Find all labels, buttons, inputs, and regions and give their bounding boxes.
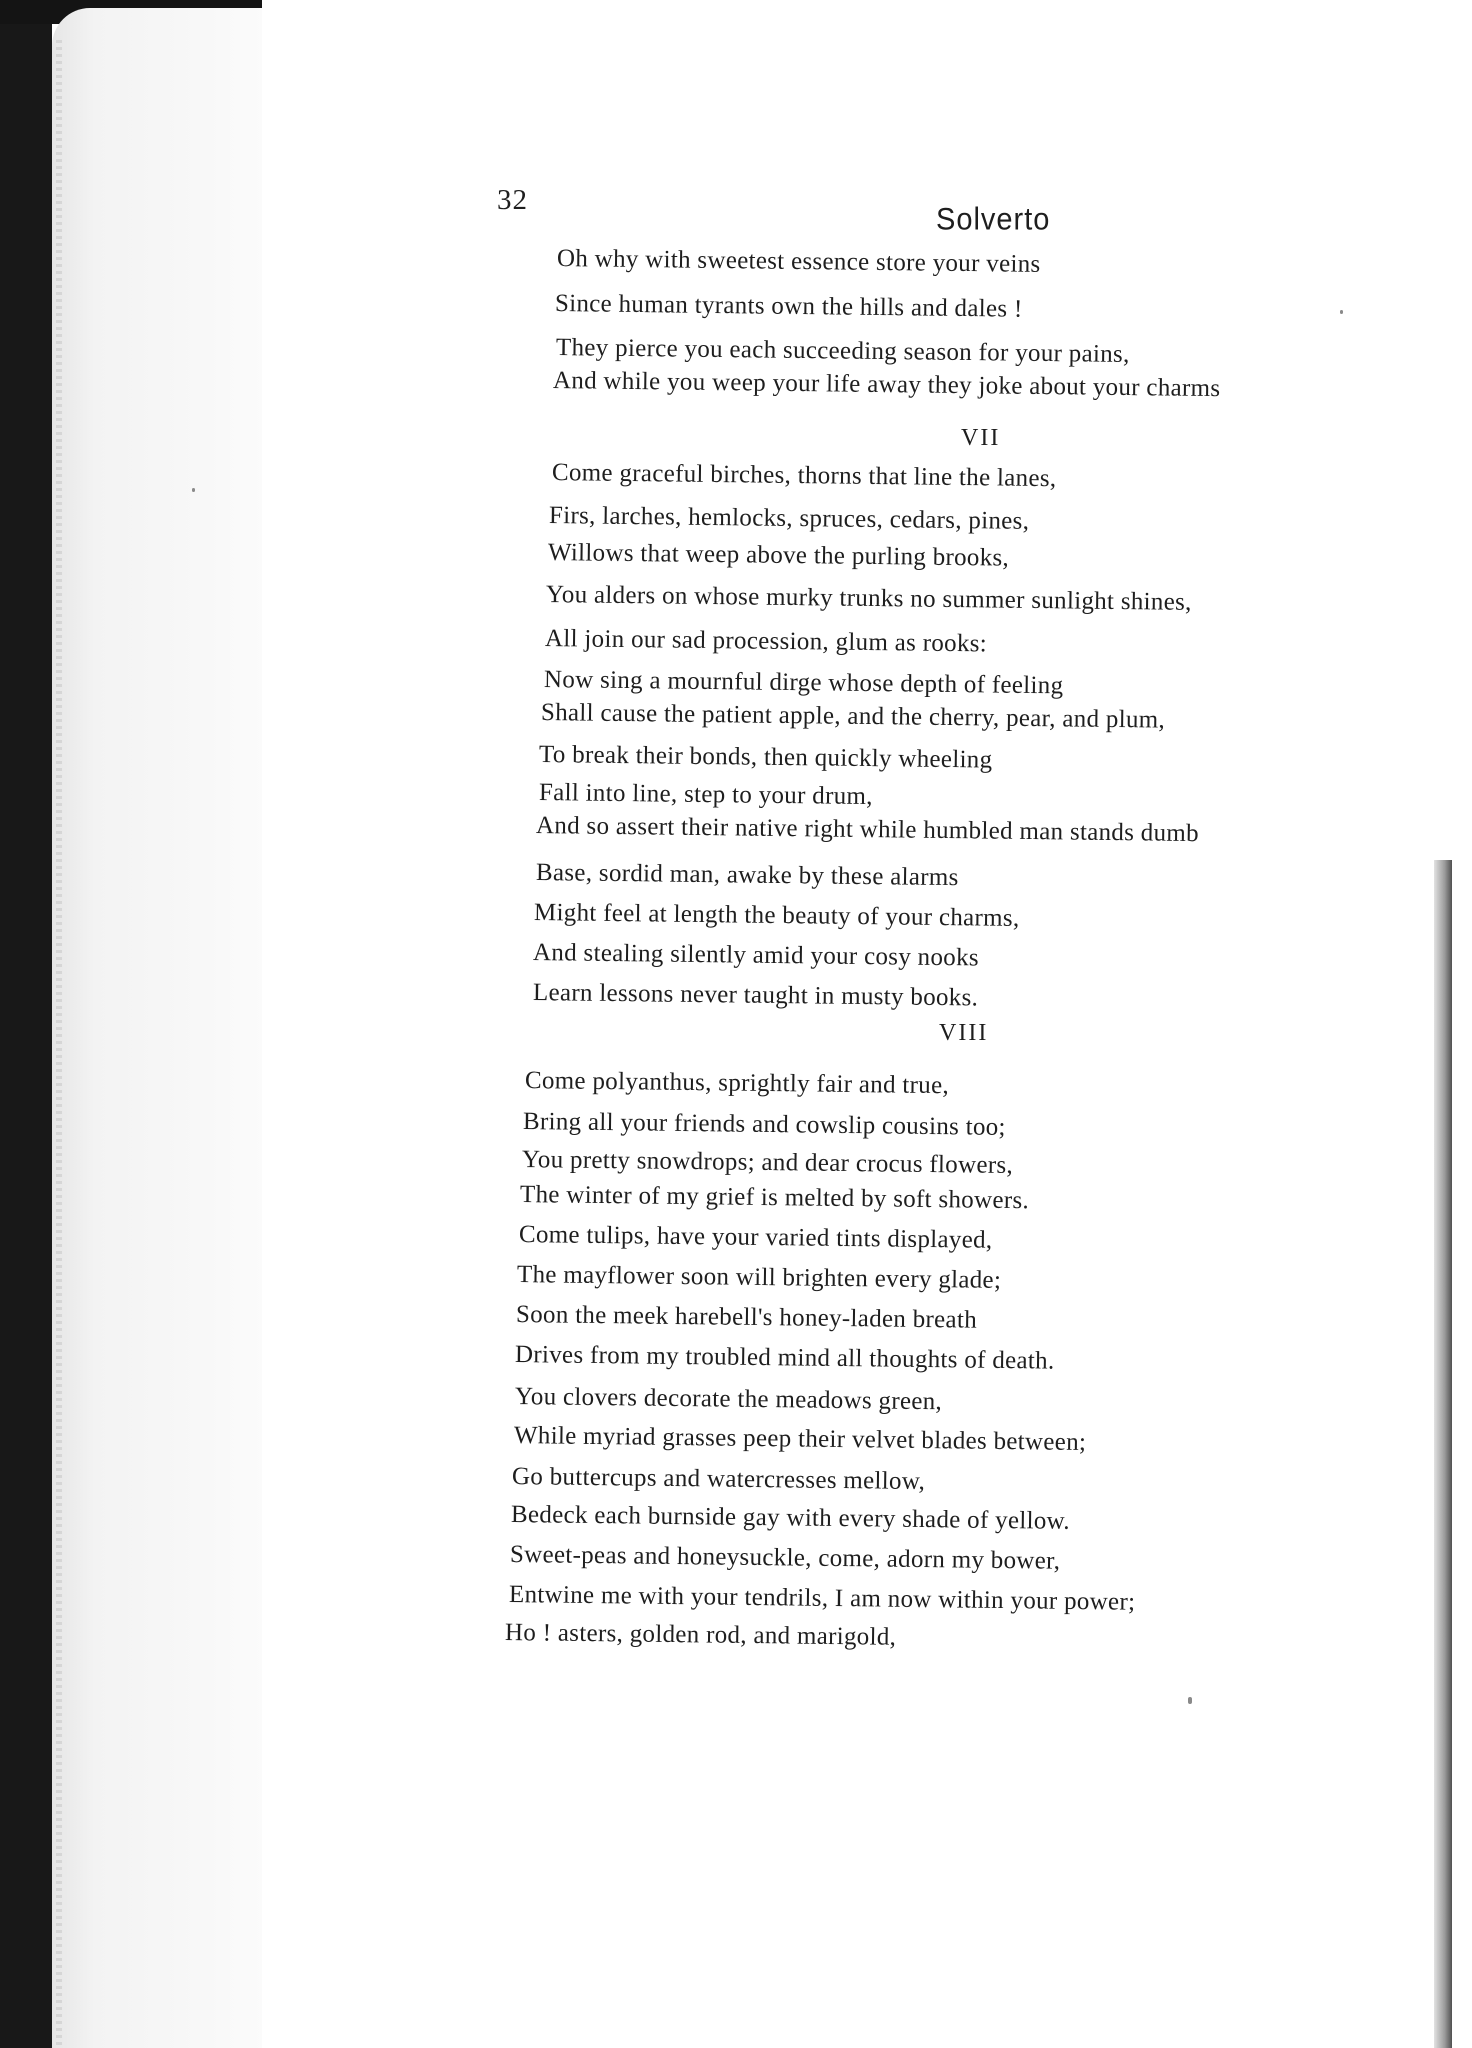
verse-line: Might feel at length the beauty of your charms, (533, 899, 1020, 932)
page-number: 32 (497, 184, 528, 216)
verse-line: You clovers decorate the meadows green, (514, 1383, 943, 1416)
verse-line: And so assert their native right while humbled man stands dumb (535, 812, 1200, 848)
verse-line: Come graceful birches, thorns that line the lanes, (551, 459, 1057, 493)
scanner-gutter (0, 0, 52, 2048)
verse-line: Willows that weep above the purling brooks, (547, 539, 1010, 572)
verse-line: Ho ! asters, golden rod, and marigold, (504, 1619, 897, 1651)
verse-line: Go buttercups and watercresses mellow, (511, 1463, 926, 1496)
verse-line: Firs, larches, hemlocks, spruces, cedars, pines, (548, 502, 1030, 535)
verse-line: Since human tyrants own the hills and dales ! (554, 290, 1023, 323)
verse-line: Come tulips, have your varied tints displayed, (518, 1221, 993, 1254)
verse-line: Entwine me with your tendrils, I am now within your power; (508, 1581, 1136, 1616)
verse-line: Come polyanthus, sprightly fair and true, (524, 1067, 950, 1100)
verse-line: While myriad grasses peep their velvet blades between; (513, 1422, 1087, 1456)
verse-line: They pierce you each succeeding season for your pains, (555, 334, 1130, 369)
verse-line: Bring all your friends and cowslip cousins too; (522, 1108, 1006, 1141)
verse-line: Oh why with sweetest essence store your veins (556, 245, 1041, 278)
verse-line: To break their bonds, then quickly wheeling (538, 741, 993, 774)
verse-line: Now sing a mournful dirge whose depth of feeling (543, 666, 1064, 700)
verse-line: Soon the meek harebell's honey-laden breath (515, 1301, 978, 1334)
verse-line: You pretty snowdrops; and dear crocus flowers, (521, 1146, 1014, 1179)
stanza-numeral: VII (961, 425, 1001, 451)
verse-line: You alders on whose murky trunks no summer sunlight shines, (545, 581, 1192, 616)
verse-line: All join our sad procession, glum as rooks: (544, 625, 988, 658)
verse-line: The mayflower soon will brighten every glade; (516, 1261, 1002, 1294)
verse-line: Sweet-peas and honeysuckle, come, adorn my bower, (509, 1541, 1061, 1575)
scan-speck (1188, 1697, 1192, 1704)
verse-line: The winter of my grief is melted by soft showers. (519, 1181, 1030, 1215)
verse-line: Drives from my troubled mind all thoughts of death. (514, 1341, 1055, 1375)
verse-line: Base, sordid man, awake by these alarms (535, 859, 959, 892)
verse-line: Shall cause the patient apple, and the cherry, pear, and plum, (540, 699, 1166, 734)
verse-line: And while you weep your life away they joke about your charms (552, 367, 1221, 403)
scan-speck (1340, 310, 1343, 314)
stanza-numeral: VIII (939, 1020, 989, 1046)
verse-line: Fall into line, step to your drum, (538, 779, 873, 811)
page-right-shadow (1434, 860, 1452, 2048)
verse-line: And stealing silently amid your cosy nooks (532, 939, 980, 972)
verse-line: Bedeck each burnside gay with every shade of yellow. (510, 1501, 1071, 1535)
page-stack-edge (52, 8, 266, 2048)
verse-line: Learn lessons never taught in musty books. (532, 979, 979, 1012)
scan-speck (192, 488, 195, 492)
running-head: Solverto (936, 202, 1051, 238)
page-stack-lines (56, 40, 62, 2048)
